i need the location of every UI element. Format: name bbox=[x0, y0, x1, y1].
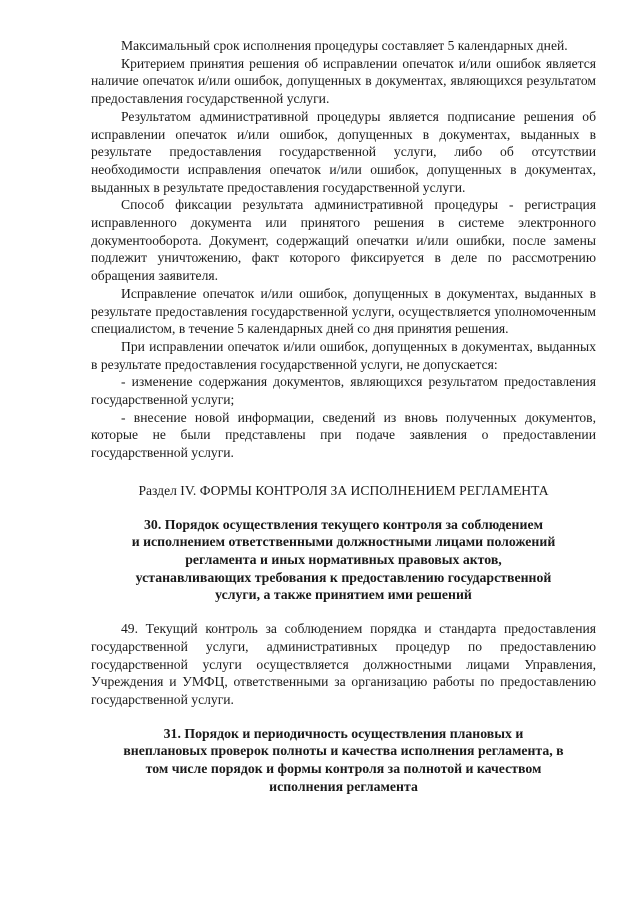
section-title: Раздел IV. ФОРМЫ КОНТРОЛЯ ЗА ИСПОЛНЕНИЕМ РЕГЛАМЕНТА bbox=[138, 482, 549, 498]
heading-30-line: 30. Порядок осуществления текущего контроля за соблюдением bbox=[144, 516, 543, 532]
paragraph-49: 49. Текущий контроль за соблюдением порядка и стандарта предоставления государственной услуги, административных процедур по предоставлению государственной услуги осуществляется должностными лицами Управления, Учреждения и УМФЦ, ответственными за организацию работы по предоставлению государственной услуги. bbox=[91, 621, 596, 707]
heading-30-line: регламента и иных нормативных правовых актов, bbox=[185, 551, 502, 567]
heading-31-line: внеплановых проверок полноты и качества исполнения регламента, в bbox=[123, 743, 564, 759]
heading-31-line: исполнения регламента bbox=[269, 778, 418, 794]
paragraph-not-allowed-intro: При исправлении опечаток и/или ошибок, допущенных в документах, выданных в результате предоставления государственной услуги, не допускается: bbox=[91, 338, 596, 372]
heading-30-line: устанавливающих требования к предоставлению государственной bbox=[135, 569, 552, 585]
heading-30-line: и исполнением ответственными должностными лицами положений bbox=[131, 534, 556, 550]
list-item-content-change: - изменение содержания документов, являющихся результатом предоставления государственной услуги; bbox=[91, 374, 596, 408]
paragraph-recording-method: Способ фиксации результата административной процедуры - регистрация исправленного документа или принятого решения в системе электронного документооборота. Документ, содержащий опечатки и/или ошибки, после замены подлежит уничтожению, факт которого фиксируется в деле по рассмотрению обращения заявителя. bbox=[91, 197, 596, 284]
paragraph-decision-criterion: Критерием принятия решения об исправлении опечаток и/или ошибок является наличие опечаток и/или ошибок, допущенных в документах, являющихся результатом предоставления государственной услуги. bbox=[91, 55, 596, 107]
document-page bbox=[91, 37, 596, 795]
paragraph-procedure-result: Результатом административной процедуры является подписание решения об исправлении опечаток и/или ошибок, допущенных в документах, выданных в результате предоставления государственной услуги, либо об отсутствии необходимости исправления опечаток и/или ошибок, допущенных в документах, выданных в результате предоставления государственной услуги. bbox=[91, 108, 596, 195]
heading-31 bbox=[91, 725, 596, 796]
paragraph-max-term: Максимальный срок исполнения процедуры составляет 5 календарных дней. bbox=[121, 38, 568, 53]
heading-30-line: услуги, а также принятием ими решений bbox=[215, 587, 472, 603]
paragraph-correction-term: Исправление опечаток и/или ошибок, допущенных в документах, выданных в результате предоставления государственной услуги, осуществляется уполномоченным специалистом, в течение 5 календарных дней со дня принятия решения. bbox=[91, 285, 596, 337]
heading-31-line: том числе порядок и формы контроля за полнотой и качеством bbox=[145, 761, 542, 777]
heading-30 bbox=[91, 516, 596, 605]
heading-31-line: 31. Порядок и периодичность осуществления плановых и bbox=[163, 725, 524, 741]
list-item-new-info: - внесение новой информации, сведений из вновь полученных документов, которые не были представлены при подаче заявления о предоставлении государственной услуги. bbox=[91, 409, 596, 461]
